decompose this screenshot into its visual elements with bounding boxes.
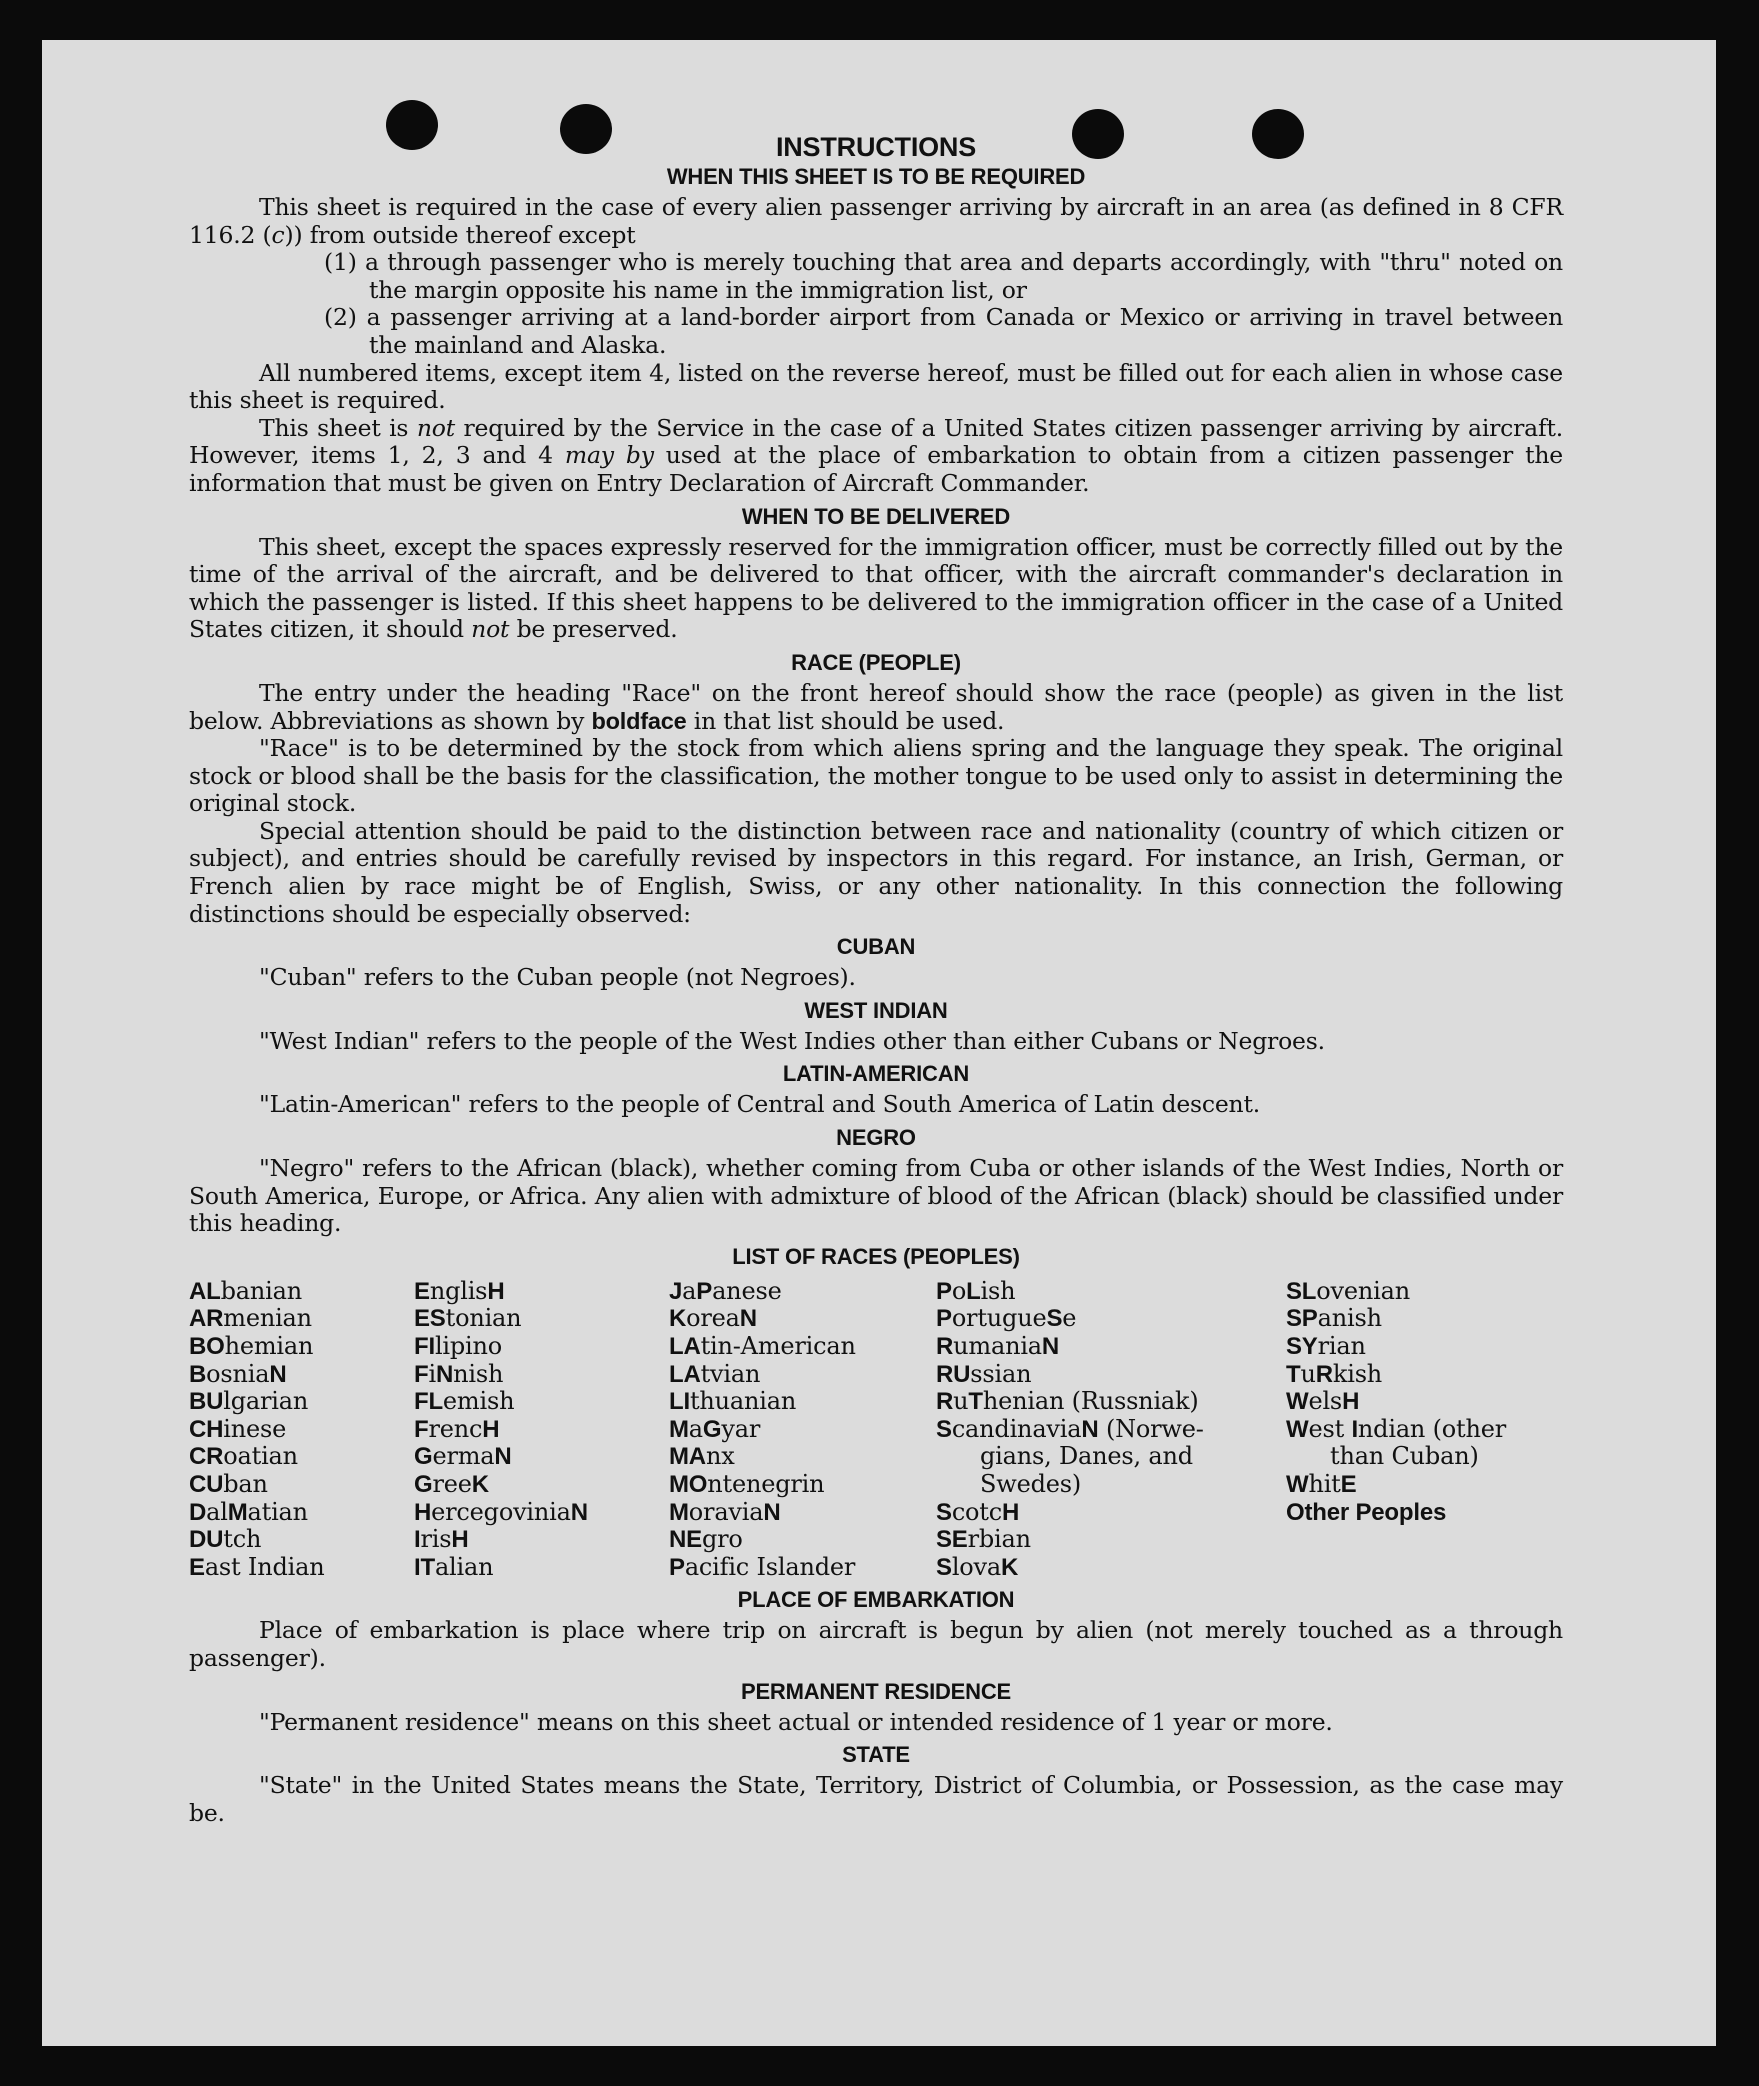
- race-entry: [936, 1305, 1286, 1333]
- race-entry: [414, 1333, 669, 1361]
- text-run: (2) a passenger arriving at a land-border airport from Canada or Mexico or arriving in travel between the mainland and Alaska.: [324, 303, 1563, 359]
- race-text: i: [428, 1359, 436, 1388]
- race-entry: [414, 1526, 669, 1554]
- race-text: G: [702, 1415, 722, 1443]
- race-text: rbian: [967, 1525, 1031, 1554]
- race-text: I: [1351, 1415, 1358, 1443]
- race-text: thuanian: [689, 1387, 797, 1416]
- race-entry: [414, 1499, 669, 1527]
- race-text: ris: [420, 1525, 452, 1554]
- race-text: CU: [189, 1470, 224, 1498]
- race-entry: [414, 1361, 669, 1389]
- paragraph: [189, 1091, 1563, 1119]
- text-run: boldface: [591, 707, 687, 734]
- race-entry: [189, 1333, 414, 1361]
- section-heading: WHEN TO BE DELIVERED: [741, 503, 1011, 529]
- race-text: lova: [951, 1552, 1002, 1581]
- race-entry: [936, 1554, 1286, 1582]
- race-text: H: [414, 1498, 432, 1526]
- race-text: LI: [669, 1388, 690, 1416]
- race-text: acific Islander: [684, 1552, 856, 1581]
- race-text: E: [189, 1553, 205, 1581]
- race-text: K: [471, 1470, 489, 1498]
- text-run: c: [271, 220, 285, 249]
- race-entry: [936, 1333, 1286, 1361]
- race-text: K: [669, 1305, 687, 1333]
- race-text: N: [570, 1498, 588, 1526]
- race-text: lipino: [434, 1332, 503, 1360]
- race-entry: [189, 1416, 414, 1444]
- race-entry: [1286, 1333, 1563, 1361]
- race-entry: [1286, 1443, 1563, 1471]
- race-text: SE: [936, 1526, 968, 1554]
- section-heading: CUBAN: [836, 934, 916, 960]
- race-text: lgarian: [223, 1387, 309, 1416]
- race-entry: [669, 1554, 936, 1582]
- list-item: [189, 249, 1563, 304]
- race-text: a: [682, 1276, 697, 1305]
- paragraph: [189, 1155, 1563, 1238]
- race-text: candinavia: [951, 1414, 1082, 1443]
- race-text: ban: [223, 1469, 268, 1498]
- race-text: W: [1286, 1388, 1309, 1416]
- race-entry: [189, 1361, 414, 1389]
- race-entry: [669, 1305, 936, 1333]
- races-column: [669, 1278, 936, 1582]
- race-entry: [936, 1443, 1286, 1471]
- race-text: anish: [1317, 1304, 1382, 1333]
- race-entry: [189, 1388, 414, 1416]
- race-text: henian (Russniak): [982, 1387, 1199, 1416]
- race-text: nish: [453, 1359, 504, 1388]
- race-text: F: [414, 1415, 429, 1443]
- race-entry: [936, 1526, 1286, 1554]
- paragraph: [189, 964, 1563, 992]
- race-text: N: [1041, 1333, 1060, 1360]
- race-text: al: [206, 1497, 228, 1526]
- paragraph: [189, 735, 1563, 818]
- race-text: W: [1286, 1470, 1309, 1498]
- race-entry: [414, 1554, 669, 1582]
- race-text: tin-American: [700, 1332, 856, 1360]
- text-run: "Negro" refers to the African (black), whether coming from Cuba or other islands of the West Indies, North or South America, Europe, or Africa. Any alien with admixture of blood of the African (black) should be classified under this heading.: [189, 1154, 1563, 1238]
- text-run: required by the Service in the case of a United States citizen passenger arriving by aircraft. However, items 1, 2, 3 and 4: [189, 413, 1563, 470]
- race-text: est: [1308, 1414, 1352, 1443]
- race-entry: [189, 1554, 414, 1582]
- race-text: E: [1340, 1470, 1357, 1498]
- race-text: oatian: [223, 1442, 298, 1471]
- section-heading: NEGRO: [836, 1125, 916, 1151]
- races-heading: LIST OF RACES (PEOPLES): [732, 1243, 1020, 1269]
- race-text: T: [1286, 1360, 1301, 1388]
- paragraph: [189, 534, 1563, 644]
- race-text: N: [739, 1305, 757, 1333]
- race-entry: [936, 1278, 1286, 1306]
- race-text: S: [936, 1498, 952, 1526]
- race-text: SY: [1286, 1333, 1318, 1360]
- race-text: ssian: [970, 1359, 1032, 1388]
- race-entry: [936, 1471, 1286, 1499]
- race-text: hit: [1308, 1469, 1341, 1498]
- race-entry: [669, 1499, 936, 1527]
- race-text: (Norwe-: [1098, 1414, 1204, 1443]
- race-text: atian: [247, 1497, 308, 1526]
- race-entry: [414, 1416, 669, 1444]
- race-text: than Cuban): [1330, 1442, 1479, 1471]
- race-text: BU: [189, 1388, 224, 1416]
- race-text: M: [669, 1415, 689, 1443]
- section-heading: RACE (PEOPLE): [791, 649, 961, 675]
- races-column: [189, 1278, 414, 1582]
- list-item: [189, 304, 1563, 359]
- race-text: tch: [223, 1525, 262, 1554]
- race-text: W: [1286, 1415, 1309, 1443]
- race-text: nglis: [429, 1276, 488, 1305]
- text-run: All numbered items, except item 4, listed on the reverse hereof, must be filled out for each alien in whose case this sheet is required.: [189, 358, 1563, 415]
- text-run: may by: [564, 441, 654, 470]
- text-run: (1) a through passenger who is merely touching that area and departs accordingly, with "thru" noted on the margin opposite his name in the immigration list, or: [324, 248, 1563, 304]
- text-run: This sheet, except the spaces expressly reserved for the immigration officer, must be correctly filled out by the time of the arrival of the aircraft, and be delivered to that officer, with the aircraft commander's declaration in which the passenger is listed. If this sheet happens to be delivered to the immigration officer in the case of a United States citizen, it should: [189, 532, 1563, 644]
- race-text: H: [451, 1526, 469, 1554]
- race-entry: [414, 1443, 669, 1471]
- text-run: not: [471, 615, 510, 644]
- race-entry: [189, 1305, 414, 1333]
- paragraph: [189, 1028, 1563, 1056]
- race-entry: [1286, 1278, 1563, 1306]
- text-run: in that list should be used.: [686, 706, 1005, 735]
- race-text: oravia: [688, 1497, 764, 1526]
- race-text: ish: [980, 1276, 1016, 1305]
- race-entry: [669, 1333, 936, 1361]
- race-text: SP: [1286, 1305, 1318, 1333]
- race-text: rian: [1317, 1332, 1366, 1360]
- race-text: MO: [669, 1470, 708, 1498]
- text-run: Place of embarkation is place where trip on aircraft is begun by alien (not merely touched as a through passenger).: [189, 1616, 1563, 1672]
- paragraph: [189, 194, 1563, 249]
- races-list: [189, 1278, 1563, 1582]
- text-run: "West Indian" refers to the people of the West Indies other than either Cubans or Negroes.: [259, 1026, 1325, 1055]
- race-text: FI: [414, 1333, 435, 1360]
- race-entry: [1286, 1471, 1563, 1499]
- race-text: ovenian: [1316, 1276, 1410, 1305]
- race-text: a: [688, 1414, 703, 1443]
- race-text: N: [1081, 1415, 1099, 1443]
- race-text: P: [936, 1277, 952, 1305]
- race-text: tonian: [445, 1304, 522, 1333]
- race-entry: [669, 1361, 936, 1389]
- race-text: K: [1001, 1553, 1019, 1581]
- race-text: AR: [189, 1305, 224, 1333]
- race-text: M: [227, 1498, 248, 1526]
- race-text: SL: [1286, 1277, 1317, 1305]
- race-text: u: [1300, 1359, 1316, 1388]
- text-run: This sheet is required in the case of every alien passenger arriving by aircraft in an area (as defined in 8 CFR 116.2 (: [189, 193, 1563, 249]
- race-text: ortugue: [951, 1304, 1047, 1333]
- text-run: Special attention should be paid to the distinction between race and nationality (country of which citizen or subject), and entries should be carefully revised by inspectors in this regard. For instance, an Irish, German, or French alien by race might be of English, Swiss, or any other nationality. In this connection the following distinctions should be especially observed:: [189, 816, 1563, 928]
- race-entry: [189, 1471, 414, 1499]
- race-text: J: [669, 1277, 683, 1305]
- instructions-content: [189, 132, 1563, 1827]
- race-text: cotc: [951, 1497, 1002, 1526]
- race-text: kish: [1332, 1359, 1383, 1388]
- race-text: els: [1308, 1387, 1343, 1416]
- definition-sections: [189, 1585, 1563, 1827]
- race-text: FL: [414, 1388, 443, 1416]
- race-text: o: [951, 1276, 967, 1305]
- section-heading: PERMANENT RESIDENCE: [740, 1678, 1011, 1704]
- race-text: N: [494, 1443, 512, 1471]
- race-entry: [414, 1388, 669, 1416]
- race-text: osnia: [206, 1359, 270, 1388]
- race-text: H: [482, 1415, 500, 1443]
- race-entry: [414, 1471, 669, 1499]
- race-text: hemian: [224, 1332, 314, 1360]
- race-entry: [669, 1443, 936, 1471]
- page-title: INSTRUCTIONS: [775, 132, 977, 162]
- paragraph: [189, 360, 1563, 415]
- race-text: S: [936, 1415, 952, 1443]
- race-text: u: [953, 1387, 969, 1416]
- race-text: gro: [701, 1525, 743, 1554]
- race-text: NE: [669, 1526, 702, 1554]
- text-run: "Race" is to be determined by the stock from which aliens spring and the language they speak. The original stock or blood shall be the basis for the classification, the mother tongue to be used only to assist in determining the original stock.: [189, 734, 1563, 818]
- race-text: anese: [712, 1276, 782, 1305]
- races-column: [936, 1278, 1286, 1582]
- race-entry: [1286, 1361, 1563, 1389]
- race-text: tvian: [700, 1359, 761, 1388]
- race-text: MA: [669, 1443, 706, 1471]
- race-text: N: [763, 1498, 781, 1526]
- race-text: H: [487, 1277, 505, 1305]
- race-text: orea: [686, 1304, 740, 1333]
- races-column: [414, 1278, 669, 1582]
- race-text: erma: [432, 1442, 495, 1471]
- text-run: not: [416, 413, 455, 442]
- paragraph: [189, 1709, 1563, 1737]
- race-text: P: [669, 1553, 685, 1581]
- race-text: banian: [220, 1276, 302, 1305]
- race-entry: [669, 1471, 936, 1499]
- race-entry: [936, 1388, 1286, 1416]
- text-run: be preserved.: [509, 615, 678, 644]
- race-entry: [669, 1416, 936, 1444]
- race-text: T: [968, 1388, 983, 1416]
- race-text: CR: [189, 1443, 224, 1471]
- race-text: R: [936, 1388, 954, 1416]
- race-text: S: [936, 1553, 952, 1581]
- text-run: used at the place of embarkation to obtain from a citizen passenger the information that must be given on Entry Declaration of Aircraft Commander.: [189, 441, 1563, 497]
- race-text: gians, Danes, and: [980, 1442, 1193, 1471]
- section-heading: STATE: [842, 1742, 910, 1768]
- race-text: ast Indian: [204, 1552, 325, 1581]
- race-text: alian: [434, 1552, 494, 1581]
- race-entry: [669, 1388, 936, 1416]
- race-text: IT: [414, 1553, 435, 1581]
- race-text: ndian (other: [1357, 1414, 1507, 1443]
- race-text: renc: [428, 1414, 483, 1443]
- race-text: G: [414, 1443, 433, 1471]
- race-entry: [414, 1278, 669, 1306]
- race-text: nx: [705, 1442, 735, 1471]
- section-heading: PLACE OF EMBARKATION: [737, 1587, 1015, 1613]
- race-text: CH: [189, 1415, 224, 1443]
- race-text: G: [414, 1470, 433, 1498]
- text-run: This sheet is: [259, 413, 417, 442]
- race-text: inese: [223, 1414, 287, 1443]
- race-text: E: [414, 1277, 430, 1305]
- race-text: P: [696, 1277, 713, 1305]
- text-run: The entry under the heading "Race" on the front hereof should show the race (people) as given in the list below. Abbreviations as shown by: [189, 678, 1563, 735]
- race-text: yar: [721, 1414, 761, 1443]
- race-text: M: [669, 1498, 689, 1526]
- race-text: DU: [189, 1526, 224, 1554]
- paragraph: [189, 680, 1563, 735]
- section-heading: LATIN-AMERICAN: [782, 1061, 970, 1087]
- race-text: P: [936, 1305, 952, 1333]
- race-text: RU: [936, 1360, 971, 1388]
- text-run: "Cuban" refers to the Cuban people (not Negroes).: [259, 963, 856, 992]
- race-entry: [1286, 1305, 1563, 1333]
- race-entry: [936, 1361, 1286, 1389]
- race-text: N: [269, 1360, 287, 1388]
- text-run: "State" in the United States means the State, Territory, District of Columbia, or Possession, as the case may be.: [189, 1771, 1563, 1827]
- race-entry: [669, 1278, 936, 1306]
- paragraph: [189, 1617, 1563, 1672]
- race-entry: [1286, 1499, 1563, 1527]
- race-text: R: [1315, 1360, 1333, 1388]
- race-text: D: [189, 1498, 207, 1526]
- race-text: menian: [223, 1304, 312, 1333]
- race-entry: [189, 1278, 414, 1306]
- text-run: "Permanent residence" means on this sheet actual or intended residence of 1 year or more.: [259, 1707, 1333, 1736]
- race-entry: [414, 1305, 669, 1333]
- race-text: S: [1046, 1305, 1063, 1333]
- race-text: AL: [189, 1277, 221, 1305]
- race-text: N: [435, 1360, 454, 1388]
- race-text: e: [1062, 1304, 1077, 1333]
- race-text: R: [936, 1333, 954, 1360]
- race-text: F: [414, 1360, 429, 1388]
- race-text: ercegovinia: [431, 1497, 571, 1526]
- text-run: "Latin-American" refers to the people of Central and South America of Latin descent.: [259, 1090, 1260, 1119]
- race-text: Other Peoples: [1286, 1498, 1447, 1526]
- race-text: ree: [432, 1469, 472, 1498]
- race-entry: [189, 1526, 414, 1554]
- race-entry: [1286, 1388, 1563, 1416]
- race-text: ES: [414, 1305, 446, 1333]
- race-text: L: [966, 1277, 981, 1305]
- race-text: LA: [669, 1333, 701, 1360]
- race-entry: [1286, 1416, 1563, 1444]
- race-entry: [936, 1499, 1286, 1527]
- race-text: H: [1342, 1388, 1360, 1416]
- section-heading: WEST INDIAN: [804, 997, 948, 1023]
- race-entry: [936, 1416, 1286, 1444]
- race-entry: [669, 1526, 936, 1554]
- race-text: umania: [953, 1332, 1042, 1360]
- text-run: )) from outside thereof except: [284, 220, 636, 249]
- race-text: B: [189, 1360, 207, 1388]
- races-column: [1286, 1278, 1563, 1582]
- paragraph: [189, 818, 1563, 928]
- race-entry: [189, 1443, 414, 1471]
- race-text: Swedes): [980, 1469, 1082, 1498]
- section-heading: WHEN THIS SHEET IS TO BE REQUIRED: [666, 164, 1086, 189]
- race-text: emish: [442, 1387, 515, 1416]
- race-entry: [189, 1499, 414, 1527]
- race-text: ntenegrin: [707, 1469, 825, 1498]
- race-text: LA: [669, 1360, 701, 1388]
- paragraph: [189, 1772, 1563, 1827]
- race-text: H: [1002, 1498, 1020, 1526]
- race-text: I: [414, 1526, 421, 1554]
- instruction-sections: [189, 162, 1563, 1238]
- race-text: BO: [189, 1333, 225, 1360]
- paragraph: [189, 415, 1563, 498]
